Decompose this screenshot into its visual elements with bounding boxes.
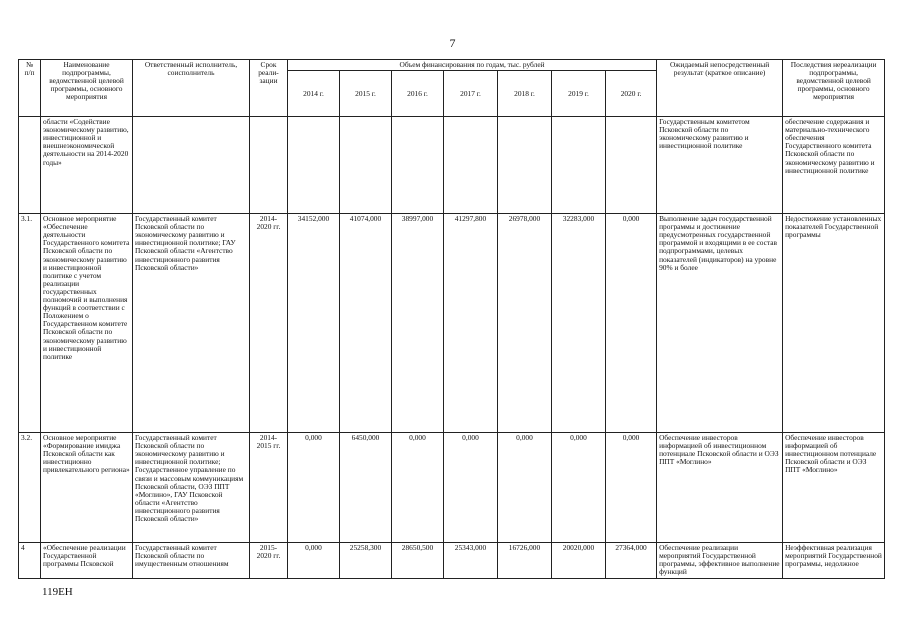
row-term: 2014- 2015 гг. xyxy=(250,433,288,543)
header-year: 2020 г. xyxy=(606,71,657,117)
row-consequences: обеспечение содержания и материально-технического обеспечения Государственного комитета Псковской области по экономическому развитию и инвестиционной политике xyxy=(783,117,885,214)
row-value: 0,000 xyxy=(552,433,606,543)
row-num: 4 xyxy=(19,543,41,579)
row-value xyxy=(498,117,552,214)
row-value xyxy=(606,117,657,214)
table-row xyxy=(19,433,885,543)
header-row xyxy=(19,60,885,71)
row-value: 38997,000 xyxy=(392,214,444,433)
row-value: 0,000 xyxy=(606,214,657,433)
row-value: 0,000 xyxy=(498,433,552,543)
row-value xyxy=(552,117,606,214)
row-value: 0,000 xyxy=(288,543,340,579)
row-executor: Государственный комитет Псковской области по экономическому развитию и инвестиционной политике; Государственное управление по связи и массовым коммуникациям Псковской области, ОЭЗ ППТ «Моглино», ГАУ Псковской области «Агентство инвестиционного развития Псковской области» xyxy=(133,433,250,543)
row-value: 26978,000 xyxy=(498,214,552,433)
row-value: 20020,000 xyxy=(552,543,606,579)
row-executor: Государственный комитет Псковской области по экономическому развитию и инвестиционной политике; ГАУ Псковской области «Агентство инвестиционного развития Псковской области» xyxy=(133,214,250,433)
header-year: 2019 г. xyxy=(552,71,606,117)
row-value: 34152,000 xyxy=(288,214,340,433)
row-value: 41074,000 xyxy=(340,214,392,433)
row-name: области «Содействие экономическому развитию, инвестиционной и внешнеэкономической деятельности на 2014-2020 годы» xyxy=(41,117,133,214)
row-name: «Обеспечение реализации Государственной программы Псковской xyxy=(41,543,133,579)
row-value xyxy=(288,117,340,214)
header-year: 2015 г. xyxy=(340,71,392,117)
table-row xyxy=(19,543,885,579)
header-term: Срок реали- зации xyxy=(250,60,288,117)
header-funding: Объем финансирования по годам, тыс. рублей xyxy=(288,60,657,71)
header-consequences: Последствия нереализации подпрограммы, ведомственной целевой программы, основного мероприятия xyxy=(783,60,885,117)
row-num: 3.1. xyxy=(19,214,41,433)
row-consequences: Обеспечение инвесторов информацией об инвестиционном потенциале Псковской области и ОЭЗ ППТ «Моглино» xyxy=(783,433,885,543)
row-value: 32283,000 xyxy=(552,214,606,433)
row-value: 28650,500 xyxy=(392,543,444,579)
row-num: 3.2. xyxy=(19,433,41,543)
row-term xyxy=(250,117,288,214)
header-executor: Ответственный исполнитель, соисполнитель xyxy=(133,60,250,117)
row-term: 2014- 2020 гг. xyxy=(250,214,288,433)
row-value: 0,000 xyxy=(606,433,657,543)
row-num xyxy=(19,117,41,214)
row-executor: Государственный комитет Псковской области по имущественным отношениям xyxy=(133,543,250,579)
row-value: 27364,000 xyxy=(606,543,657,579)
row-value xyxy=(392,117,444,214)
header-num: № п/п xyxy=(19,60,41,117)
funding-table xyxy=(18,59,885,579)
row-value: 6450,000 xyxy=(340,433,392,543)
header-name: Наименование подпрограммы, ведомственной целевой программы, основного мероприятия xyxy=(41,60,133,117)
row-consequences: Неэффективная реализация мероприятий Государственной программы, недолжное xyxy=(783,543,885,579)
header-year: 2014 г. xyxy=(288,71,340,117)
page-number: 7 xyxy=(449,36,456,50)
row-expected: Государственным комитетом Псковской области по экономическому развитию и инвестиционной политике xyxy=(657,117,783,214)
footer-code: 119EH xyxy=(42,586,73,598)
header-year: 2016 г. xyxy=(392,71,444,117)
row-expected: Выполнение задач государственной программы и достижение предусмотренных государственной программой и входящими в ее состав подпрограммами, целевых показателей (индикаторов) на уровне 90% и более xyxy=(657,214,783,433)
row-expected: Обеспечение реализации мероприятий Государственной программы, эффективное выполнение функций xyxy=(657,543,783,579)
header-year: 2017 г. xyxy=(444,71,498,117)
row-expected: Обеспечение инвесторов информацией об инвестиционном потенциале Псковской области и ОЭЗ ППТ «Моглино» xyxy=(657,433,783,543)
header-year: 2018 г. xyxy=(498,71,552,117)
table-row xyxy=(19,214,885,433)
row-value: 0,000 xyxy=(288,433,340,543)
row-executor xyxy=(133,117,250,214)
row-value: 0,000 xyxy=(444,433,498,543)
table-row xyxy=(19,117,885,214)
row-value: 16726,000 xyxy=(498,543,552,579)
row-value: 0,000 xyxy=(392,433,444,543)
row-value xyxy=(340,117,392,214)
row-value xyxy=(444,117,498,214)
header-expected: Ожидаемый непосредственный результат (краткое описание) xyxy=(657,60,783,117)
row-term: 2015- 2020 гг. xyxy=(250,543,288,579)
row-name: Основное мероприятие «Формирование имиджа Псковской области как инвестиционно привлекательного региона» xyxy=(41,433,133,543)
row-value: 25258,300 xyxy=(340,543,392,579)
row-name: Основное мероприятие «Обеспечение деятельности Государственного комитета Псковской области по экономическому развитию и инвестиционной политике с учетом реализации государственных полномочий и выполнения функций в соответствии с Положением о Государственном комитете Псковской области по экономическому развитию и инвестиционной политике xyxy=(41,214,133,433)
row-value: 25343,000 xyxy=(444,543,498,579)
row-consequences: Недостижение установленных показателей Государственной программы xyxy=(783,214,885,433)
row-value: 41297,800 xyxy=(444,214,498,433)
